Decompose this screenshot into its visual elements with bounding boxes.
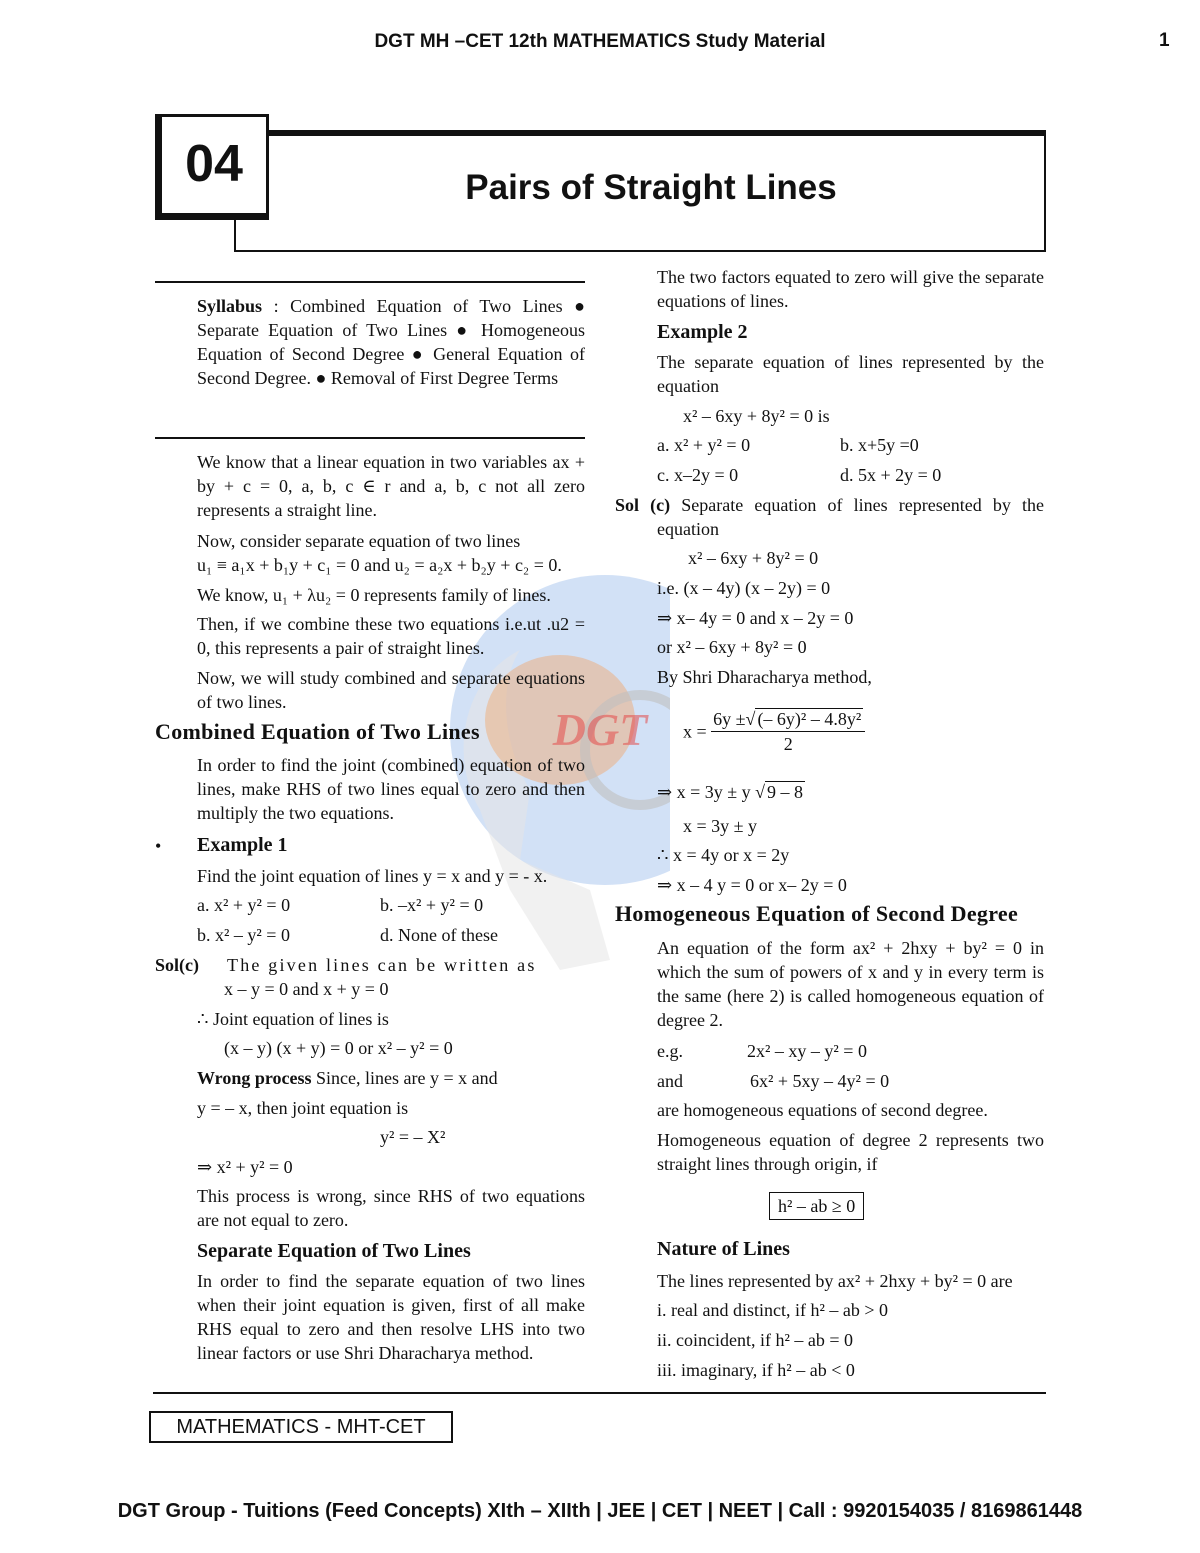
- solution2-label: Sol (c): [615, 495, 671, 515]
- solution2-block: [615, 493, 1044, 541]
- example2-heading: Example 2: [657, 321, 748, 343]
- chapter-number-box: [155, 114, 269, 220]
- page-header-title: DGT MH –CET 12th MATHEMATICS Study Material: [374, 31, 826, 52]
- intro-paragraph-2a: Now, consider separate equation of two lines: [197, 531, 521, 551]
- example1-option-c: b. x² – y² = 0: [197, 925, 290, 945]
- solution2-eq-2: i.e. (x – 4y) (x – 2y) = 0: [657, 578, 831, 598]
- separate-text: In order to find the separate equation of two lines when their joint equation is given, first of all make RHS equal to zero and then resolve LHS into two linear factors or use Shri Dharacharya method.: [197, 1271, 585, 1363]
- nature-heading: Nature of Lines: [657, 1238, 790, 1260]
- intro-paragraph-5: Now, we will study combined and separate equations of two lines.: [197, 668, 585, 712]
- example2-question: The separate equation of lines represented by the equation: [657, 352, 1044, 396]
- example1-heading: Example 1: [197, 834, 288, 856]
- intro-paragraph-1: We know that a linear equation in two variables ax + by + c = 0, a, b, c ∈ r and a, b, c not all zero represents a straight line.: [197, 452, 585, 520]
- formula-fraction: [711, 707, 865, 756]
- solution1-line-1: The given lines can be written as: [227, 955, 537, 975]
- footer-subject-box: MATHEMATICS - MHT-CET: [149, 1411, 453, 1443]
- solution2-eq-5: By Shri Dharacharya method,: [657, 667, 872, 687]
- example1-bullet: •: [155, 836, 162, 856]
- syllabus-label: Syllabus: [197, 296, 263, 316]
- example2-equation: x² – 6xy + 8y² = 0 is: [683, 406, 830, 426]
- step-2: x = 3y ± y: [683, 816, 758, 836]
- wrong-process-line-4: ⇒ x² + y² = 0: [197, 1157, 293, 1177]
- formula-denominator: 2: [783, 734, 793, 754]
- wrong-process-text: Since, lines are y = x and: [311, 1068, 498, 1088]
- factors-text: The two factors equated to zero will give the separate equations of lines.: [657, 267, 1044, 311]
- eg-equation-2: 6x² + 5xy – 4y² = 0: [750, 1071, 890, 1091]
- wrong-process-line-5: This process is wrong, since RHS of two equations are not equal to zero.: [197, 1186, 585, 1230]
- step-1-text: ⇒ x = 3y ± y: [657, 782, 756, 802]
- footer-contact-line: DGT Group - Tuitions (Feed Concepts) XIth – XIIth | JEE | CET | NEET | Call : 9920154035 / 8169861448: [117, 1500, 1083, 1522]
- intro-paragraph-4: Then, if we combine these two equations i.e.ut .u2 = 0, this represents a pair of straight lines.: [197, 614, 585, 658]
- page-number: 1: [1159, 30, 1170, 51]
- formula-numerator-term: 6y ±: [713, 709, 746, 729]
- solution1-line-3: ∴ Joint equation of lines is: [197, 1009, 389, 1029]
- syllabus-top-rule: [155, 281, 585, 283]
- sqrt-symbol-2: √: [755, 782, 766, 802]
- footer-rule: [153, 1392, 1046, 1394]
- dharacharya-formula: [683, 707, 865, 756]
- watermark-text: DGT: [552, 704, 648, 755]
- eg-equation-1: 2x² – xy – y² = 0: [747, 1041, 867, 1061]
- example2-option-b: b. x+5y =0: [840, 435, 919, 455]
- nature-text: The lines represented by ax² + 2hxy + by² = 0 are: [657, 1271, 1013, 1291]
- syllabus-block: [197, 294, 585, 390]
- formula-numerator: [711, 707, 865, 732]
- example1-question: Find the joint equation of lines y = x and y = - x.: [197, 866, 548, 886]
- combined-text: In order to find the joint (combined) equation of two lines, make RHS of two lines equal to zero and then multiply the two equations.: [197, 755, 585, 823]
- wrong-process-line-1: [197, 1066, 498, 1090]
- homogeneous-heading: Homogeneous Equation of Second Degree: [615, 901, 1019, 926]
- condition-box: h² – ab ≥ 0: [769, 1192, 864, 1220]
- solution2-eq-1: x² – 6xy + 8y² = 0: [688, 548, 819, 568]
- formula-lhs: x =: [683, 721, 707, 742]
- step-1-root: 9 – 8: [767, 782, 804, 802]
- separate-heading: Separate Equation of Two Lines: [197, 1240, 471, 1262]
- intro-paragraph-3: We know, u₁ + λu₂ = 0 represents family of lines.: [197, 585, 551, 605]
- step-4: ⇒ x – 4 y = 0 or x– 2y = 0: [657, 875, 847, 895]
- homogeneous-text-2: are homogeneous equations of second degree.: [657, 1100, 988, 1120]
- step-1: [657, 780, 805, 804]
- wrong-process-line-2: y = – x, then joint equation is: [197, 1098, 409, 1118]
- nature-item-ii: ii. coincident, if h² – ab = 0: [657, 1330, 854, 1350]
- solution2-eq-4: or x² – 6xy + 8y² = 0: [657, 637, 807, 657]
- example1-option-d: d. None of these: [380, 925, 498, 945]
- example2-option-a: a. x² + y² = 0: [657, 435, 751, 455]
- example1-option-b: b. –x² + y² = 0: [380, 895, 484, 915]
- combined-heading: Combined Equation of Two Lines: [155, 719, 480, 744]
- chapter-number: 04: [185, 135, 243, 193]
- syllabus-text: : Combined Equation of Two Lines ● Separate Equation of Two Lines ● Homogeneous Equation of Second Degree ● General Equation of Second Degree. ● Removal of First Degree Terms: [197, 296, 585, 388]
- solution2-eq-3: ⇒ x– 4y = 0 and x – 2y = 0: [657, 608, 854, 628]
- homogeneous-text: An equation of the form ax² + 2hxy + by² = 0 in which the sum of powers of x and y in every term is the same (here 2) is called homogeneous equation of degree 2.: [657, 938, 1044, 1030]
- sqrt-symbol: √: [745, 709, 756, 729]
- example2-option-c: c. x–2y = 0: [657, 465, 739, 485]
- example2-option-d: d. 5x + 2y = 0: [840, 465, 942, 485]
- solution1-line-4: (x – y) (x + y) = 0 or x² – y² = 0: [224, 1038, 453, 1058]
- intro-paragraph-2b: u₁ ≡ a₁x + b₁y + c₁ = 0 and u₂ = a₂x + b₂y + c₂ = 0.: [197, 555, 562, 575]
- syllabus-bottom-rule: [155, 437, 585, 439]
- homogeneous-text-3: Homogeneous equation of degree 2 represents two straight lines through origin, if: [657, 1130, 1044, 1174]
- eg-label: e.g.: [657, 1041, 683, 1061]
- and-label: and: [657, 1071, 683, 1091]
- formula-root-term: (– 6y)² – 4.8y²: [757, 709, 862, 729]
- solution1-line-2: x – y = 0 and x + y = 0: [224, 979, 389, 999]
- wrong-process-label: Wrong process: [197, 1068, 312, 1088]
- solution2-text: Separate equation of lines represented by the equation: [657, 495, 1044, 539]
- chapter-title: Pairs of Straight Lines: [465, 168, 837, 207]
- example1-option-a: a. x² + y² = 0: [197, 895, 291, 915]
- chapter-title-box: [234, 130, 1046, 252]
- nature-item-i: i. real and distinct, if h² – ab > 0: [657, 1300, 888, 1320]
- wrong-process-line-3: y² = – X²: [380, 1127, 446, 1147]
- step-3: ∴ x = 4y or x = 2y: [657, 845, 790, 865]
- nature-item-iii: iii. imaginary, if h² – ab < 0: [657, 1360, 855, 1380]
- solution1-label: Sol(c): [155, 955, 199, 975]
